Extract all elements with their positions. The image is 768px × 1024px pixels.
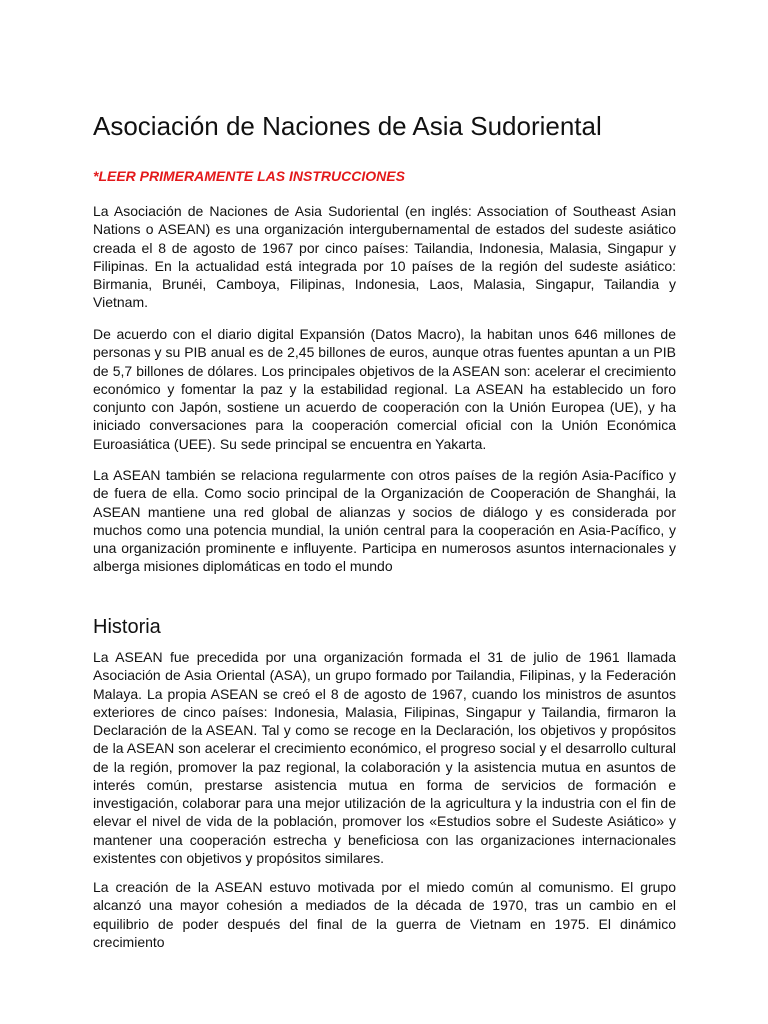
instruction-note: *LEER PRIMERAMENTE LAS INSTRUCCIONES — [93, 168, 405, 184]
intro-paragraph: La ASEAN también se relaciona regularmente con otros países de la región Asia-Pacífico y de fuera de ella. Como socio principal de la Organización de Cooperación de Shanghái, la ASEAN mantiene una red global de alianzas y socios de diálogo y es considerada por muchos como una potencia mundial, la unión central para la cooperación en Asia-Pacífico, y una organización prominente e influyente. Participa en numerosos asuntos internacionales y alberga misiones diplomáticas en todo el mundo — [93, 467, 676, 575]
intro-paragraph: De acuerdo con el diario digital Expansión (Datos Macro), la habitan unos 646 millones de personas y su PIB anual es de 2,45 billones de euros, aunque otras fuentes apuntan a un PIB de 5,7 billones de dólares. Los principales objetivos de la ASEAN son: acelerar el crecimiento económico y fomentar la paz y la estabilidad regional. La ASEAN ha establecido un foro conjunto con Japón, sostiene un acuerdo de cooperación con la Unión Europea (UE), y ha iniciado conversaciones para la cooperación comercial oficial con la Unión Económica Euroasiática (UEE). Su sede principal se encuentra en Yakarta. — [93, 326, 676, 452]
history-paragraph: La ASEAN fue precedida por una organización formada el 31 de julio de 1961 llamada Asociación de Asia Oriental (ASA), un grupo formado por Tailandia, Filipinas, y la Federación Malaya. La propia ASEAN se creó el 8 de agosto de 1967, cuando los ministros de asuntos exteriores de cinco países: Indonesia, Malasia, Filipinas, Singapur y Tailandia, firmaron la Declaración de la ASEAN. Tal y como se recoge en la Declaración, los objetivos y propósitos de la ASEAN son acelerar el crecimiento económico, el progreso social y el desarrollo cultural de la región, promover la paz regional, la colaboración y la asistencia mutua en asuntos de interés común, prestarse asistencia mutua en forma de servicios de formación e investigación, colaborar para una mejor utilización de la agricultura y la industria con el fin de elevar el nivel de vida de la población, promover los «Estudios sobre el Sudeste Asiático» y mantener una cooperación estrecha y beneficiosa con las organizaciones internacionales existentes con objetivos y propósitos similares. — [93, 649, 676, 866]
history-paragraph: La creación de la ASEAN estuvo motivada por el miedo común al comunismo. El grupo alcanzó una mayor cohesión a mediados de la década de 1970, tras un cambio en el equilibrio de poder después del final de la guerra de Vietnam en 1975. El dinámico crecimiento — [93, 879, 676, 950]
intro-paragraph: La Asociación de Naciones de Asia Sudoriental (en inglés: Association of Southeast Asian Nations o ASEAN) es una organización intergubernamental de estados del sudeste asiático creada el 8 de agosto de 1967 por cinco países: Tailandia, Indonesia, Malasia, Singapur y Filipinas. En la actualidad está integrada por 10 países de la región del sudeste asiático: Birmania, Brunéi, Camboya, Filipinas, Indonesia, Laos, Malasia, Singapur, Tailandia y Vietnam. — [93, 203, 676, 311]
document-title: Asociación de Naciones de Asia Sudoriental — [93, 111, 602, 141]
history-heading: Historia — [93, 616, 161, 638]
